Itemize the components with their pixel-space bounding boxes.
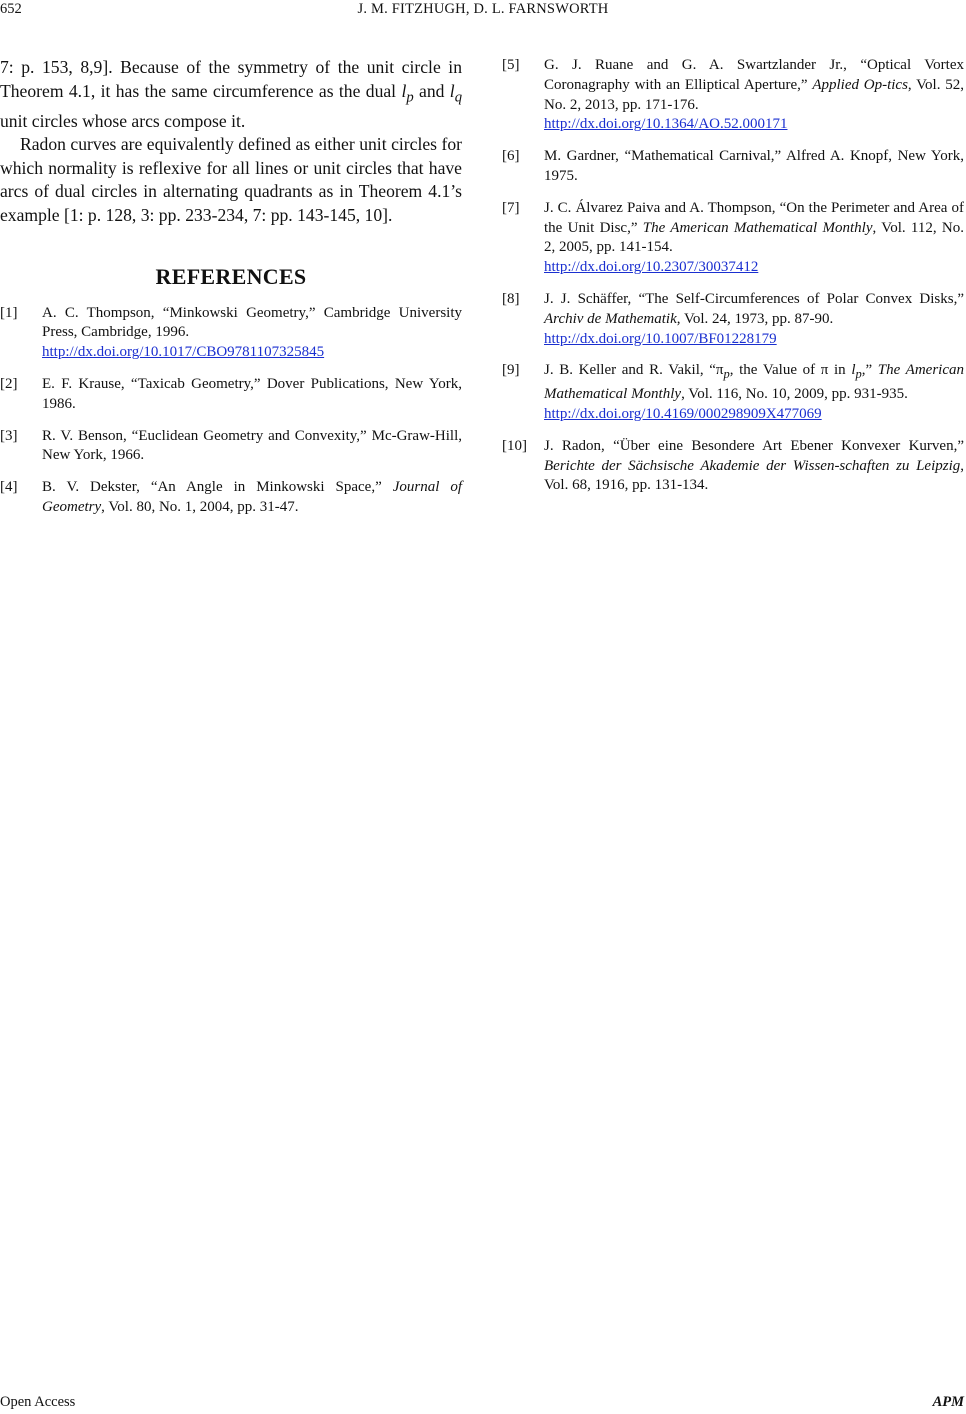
right-column <box>502 56 964 508</box>
reference-doi-link[interactable]: http://dx.doi.org/10.1017/CBO9781107325845 <box>42 344 325 361</box>
footer-journal-abbrev: APM <box>932 1394 964 1410</box>
reference-text: J. J. Schäffer, “The Self-Circumferences of Polar Convex Disks,” <box>544 290 964 307</box>
reference-number: [7] <box>502 199 520 216</box>
reference-text: R. V. Benson, “Euclidean Geometry and Convexity,” Mc-Graw-Hill, New York, 1966. <box>42 427 462 464</box>
reference-3 <box>0 427 462 467</box>
lq-symbol: l <box>449 80 455 101</box>
reference-number: [6] <box>502 148 520 165</box>
reference-journal: Journal of Geometry <box>42 479 462 516</box>
reference-2 <box>0 375 462 415</box>
reference-6 <box>502 147 964 187</box>
reference-text: J. C. Álvarez Paiva and A. Thompson, “On the Perimeter and Area of the Unit Disc,” <box>544 199 964 236</box>
reference-doi-link[interactable]: http://dx.doi.org/10.1007/BF01228179 <box>544 330 777 347</box>
reference-text: ,” <box>861 362 878 379</box>
page-number: 652 <box>0 1 22 17</box>
reference-text: G. J. Ruane and G. A. Swartzlander Jr., “Optical Vortex Coronagraphy with an Elliptical Aperture,” <box>544 57 964 93</box>
reference-text: E. F. Krause, “Taxicab Geometry,” Dover Publications, New York, 1986. <box>42 376 462 412</box>
body-paragraph-1 <box>0 56 462 133</box>
reference-text: , the Value of π in <box>729 362 852 379</box>
reference-number: [8] <box>502 290 520 307</box>
reference-4 <box>0 478 462 518</box>
reference-number: [4] <box>0 479 18 496</box>
reference-text: J. Radon, “Über eine Besondere Art Ebener Konvexer Kurven,” <box>544 437 964 454</box>
running-head: J. M. FITZHUGH, D. L. FARNSWORTH <box>357 1 609 17</box>
reference-7 <box>502 199 964 278</box>
reference-9 <box>502 361 964 424</box>
reference-details: , Vol. 24, 1973, pp. 87-90. <box>676 310 834 327</box>
reference-doi-link[interactable]: http://dx.doi.org/10.2307/30037412 <box>544 259 759 276</box>
reference-details: , Vol. 52, No. 2, 2013, pp. 171-176. <box>544 76 964 113</box>
reference-details: , Vol. 80, No. 1, 2004, pp. 31-47. <box>101 499 299 516</box>
reference-journal: Berichte der Sächsische Akademie der Wissen-schaften zu Leipzig <box>544 457 961 474</box>
reference-journal: The American Mathematical Monthly <box>544 362 964 403</box>
reference-10 <box>502 437 964 496</box>
reference-number: [10] <box>502 437 527 454</box>
lp-subscript: p <box>406 89 414 106</box>
lp-subscript: p <box>855 367 862 382</box>
footer-open-access: Open Access <box>0 1394 76 1410</box>
reference-8 <box>502 290 964 349</box>
lq-subscript: q <box>454 89 463 106</box>
para1-text-b: unit circles whose arcs compose it. <box>0 110 246 131</box>
lp-symbol: l <box>401 80 407 101</box>
reference-number: [5] <box>502 57 520 73</box>
reference-journal: Archiv de Mathematik <box>544 310 677 327</box>
reference-number: [3] <box>0 427 18 444</box>
reference-journal: The American Mathematical Monthly <box>642 219 873 236</box>
references-heading: REFERENCES <box>155 263 307 289</box>
reference-text: J. B. Keller and R. Vakil, “π <box>544 362 724 379</box>
lp-symbol: l <box>851 362 856 379</box>
reference-number: [9] <box>502 362 520 379</box>
reference-details: , Vol. 112, No. 2, 2005, pp. 141-154. <box>544 219 964 256</box>
reference-journal: Applied Op-tics <box>812 76 908 93</box>
reference-text: M. Gardner, “Mathematical Carnival,” Alfred A. Knopf, New York, 1975. <box>544 148 964 184</box>
para1-and: and <box>413 80 450 101</box>
reference-text: A. C. Thompson, “Minkowski Geometry,” Cambridge University Press, Cambridge, 1996. <box>42 304 462 341</box>
reference-doi-link[interactable]: http://dx.doi.org/10.1364/AO.52.000171 <box>544 116 788 133</box>
pi-subscript: p <box>723 367 730 382</box>
reference-number: [1] <box>0 304 18 321</box>
reference-details: , Vol. 116, No. 10, 2009, pp. 931-935. <box>681 386 908 403</box>
reference-number: [2] <box>0 376 18 393</box>
reference-5 <box>502 56 964 135</box>
left-column <box>0 56 462 530</box>
reference-1 <box>0 304 462 363</box>
reference-doi-link[interactable]: http://dx.doi.org/10.4169/000298909X477069 <box>544 405 822 422</box>
reference-details: , Vol. 68, 1916, pp. 131-134. <box>544 457 964 494</box>
body-paragraph-2: Radon curves are equivalently defined as either unit circles for which normality is reflexive for all lines or unit circles that have arcs of dual circles in alternating quadrants as in Theorem 4.1’s example [1: p. 128, 3: pp. 233-234, 7: pp. 143-145, 10]. <box>0 134 462 226</box>
para1-text-a: 7: p. 153, 8,9]. Because of the symmetry of the unit circle in Theorem 4.1, it has the same circumference as the dual <box>0 57 462 101</box>
reference-text: B. V. Dekster, “An Angle in Minkowski Space,” <box>42 479 393 496</box>
